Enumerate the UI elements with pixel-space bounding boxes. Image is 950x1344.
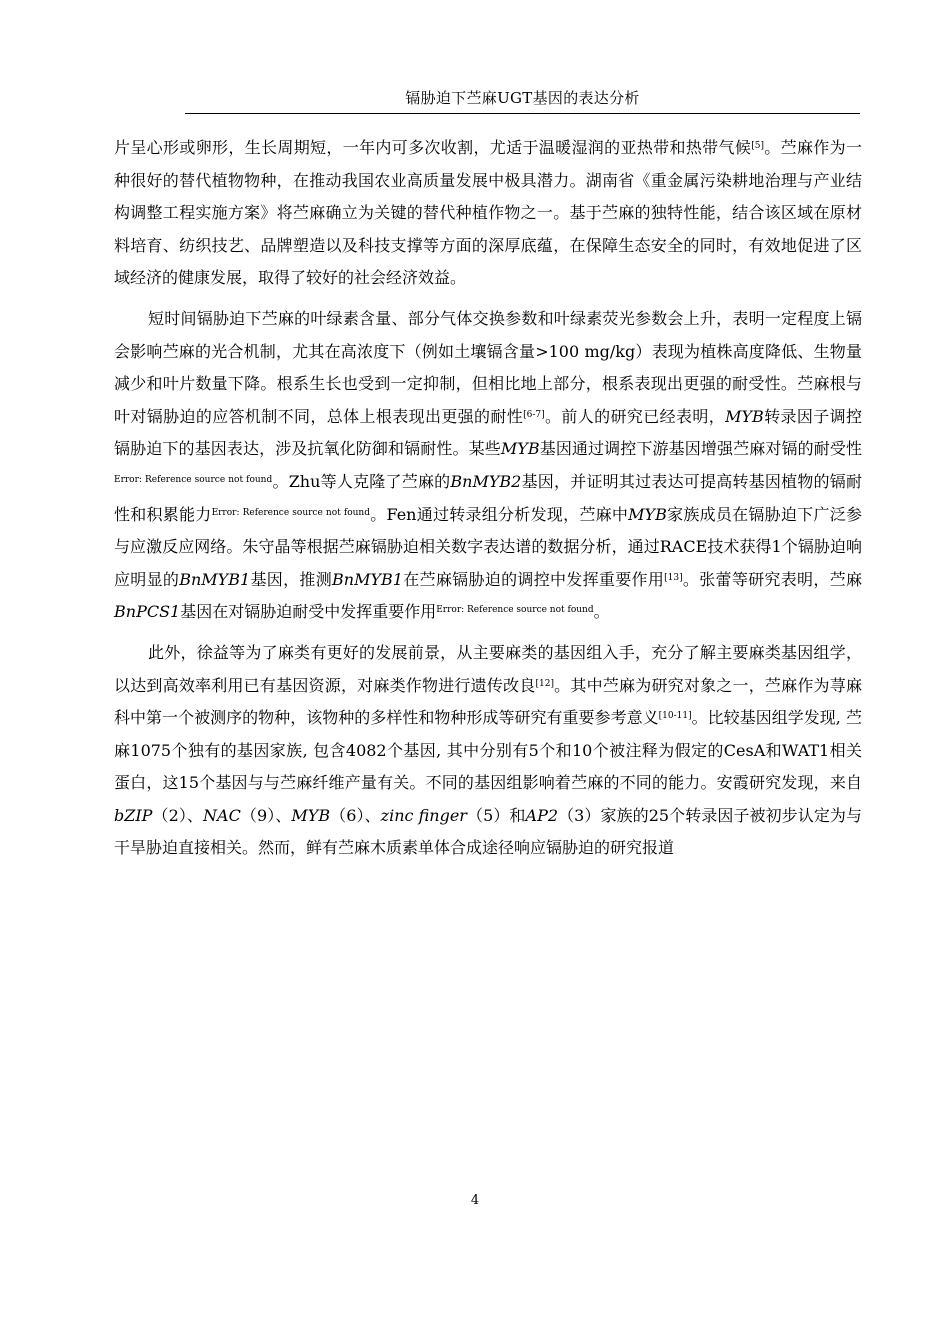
text-run: 。Zhu等人克隆了苎麻的 — [272, 471, 451, 491]
reference-error: Error: Reference source not found — [211, 507, 370, 518]
gene-name: BnPCS1 — [114, 602, 181, 622]
gene-name: BnMYB1 — [179, 569, 251, 589]
text-run: 在苎麻镉胁迫的调控中发挥重要作用 — [402, 569, 665, 589]
gene-name: zinc finger — [380, 805, 467, 825]
gene-name: MYB — [725, 406, 764, 426]
text-run: （6）、 — [330, 805, 381, 825]
text-run: （3）家族的25个转录因子被初步认定为与干旱胁迫直接相关。然而，鲜有苎麻木质素单体合成途径响应镉胁迫的研究报道 — [114, 805, 862, 858]
text-run: 基因，推测 — [250, 569, 332, 589]
text-run: 。前人的研究已经表明， — [544, 406, 726, 426]
text-run: 基因，并证明其过表达可提高转基因植物的镉耐性和积累能力 — [114, 471, 862, 524]
gene-name: AP2 — [525, 805, 559, 825]
text-run: 。 — [593, 602, 610, 622]
reference-error: Error: Reference source not found — [436, 605, 594, 616]
text-run: （9）、 — [240, 805, 292, 825]
reference-error: Error: Reference source not found — [114, 474, 273, 485]
gene-name: MYB — [500, 439, 540, 459]
main-body — [114, 132, 862, 865]
text-run: 基因通过调控下游基因增强苎麻对镉的耐受性 — [539, 439, 862, 459]
gene-name: NAC — [203, 805, 241, 825]
paragraph-1 — [114, 132, 862, 295]
text-run: 家族成员在镉胁迫下广泛参与应激反应网络。朱守晶等根据苎麻镉胁迫相关数字表达谱的数据分析，通过RACE技术获得1个镉胁迫响应明显的 — [114, 504, 862, 589]
gene-name: BnMYB2 — [450, 471, 522, 491]
text-run: 短时间镉胁迫下苎麻的叶绿素含量、部分气体交换参数和叶绿素荧光参数会上升，表明一定程度上镉会影响苎麻的光合机制，尤其在高浓度下（例如土壤镉含量>100 mg/kg）表现为植株高度降低、生物量减少和叶片数量下降。根系生长也受到一定抑制，但相比地上部分，根系表现出更强的耐受性。苎麻根与叶对镉胁迫的应答机制不同，总体上根表现出更强的耐性 — [114, 308, 862, 426]
paragraph-3 — [114, 637, 862, 865]
text-run: 片呈心形或卵形，生长周期短，一年内可多次收割，尤适于温暖湿润的亚热带和热带气候 — [114, 138, 752, 157]
text-run: 。张蕾等研究表明，苎麻 — [682, 569, 862, 589]
gene-name: MYB — [291, 805, 331, 825]
header-rule — [185, 113, 860, 114]
citation: [10-11] — [658, 711, 692, 722]
text-run: 。Fen通过转录组分析发现，苎麻中 — [369, 504, 629, 524]
gene-name: BnMYB1 — [332, 569, 403, 589]
citation: [13] — [664, 572, 683, 583]
gene-name: bZIP — [114, 805, 153, 825]
citation: [5] — [751, 141, 764, 151]
text-run: 。比较基因组学发现, 苎麻1075个独有的基因家族, 包含4082个基因, 其中分别有5个和10个被注释为假定的CesA和WAT1相关蛋白，这15个基因与与苎麻纤维产量有关。不同的基因组影响着苎麻的不同的能力。安霞研究发现，来自 — [114, 708, 862, 793]
citation: [6-7] — [523, 409, 545, 420]
paragraph-2 — [114, 303, 862, 629]
text-run: 基因在对镉胁迫耐受中发挥重要作用 — [180, 602, 437, 622]
text-run: （5）和 — [466, 805, 526, 825]
text-run: 转录因子调控镉胁迫下的基因表达，涉及抗氧化防御和镉耐性。某些 — [114, 406, 862, 459]
text-run: 。其中苎麻为研究对象之一，苎麻作为荨麻科中第一个被测序的物种，该物种的多样性和物种形成等研究有重要参考意义 — [114, 675, 862, 728]
text-run: 。苎麻作为一种很好的替代植物物种，在推动我国农业高质量发展中极具潜力。湖南省《重金属污染耕地治理与产业结构调整工程实施方案》将苎麻确立为关键的替代种植作物之一。基于苎麻的独特性能，结合该区域在原材料培育、纺织技艺、品牌塑造以及科技支撑等方面的深厚底蕴，在保障生态安全的同时，有效地促进了区域经济的健康发展，取得了较好的社会经济效益。 — [114, 138, 862, 288]
text-run: 此外，徐益等为了麻类有更好的发展前景，从主要麻类的基因组入手，充分了解主要麻类基因组学，以达到高效率利用已有基因资源，对麻类作物进行遗传改良 — [114, 642, 862, 695]
citation: [12] — [535, 678, 554, 689]
running-header: 镉胁迫下苎麻UGT基因的表达分析 — [405, 89, 640, 107]
page-number: 4 — [470, 1193, 480, 1208]
text-run: （2）、 — [152, 805, 204, 825]
gene-name: MYB — [628, 504, 667, 524]
